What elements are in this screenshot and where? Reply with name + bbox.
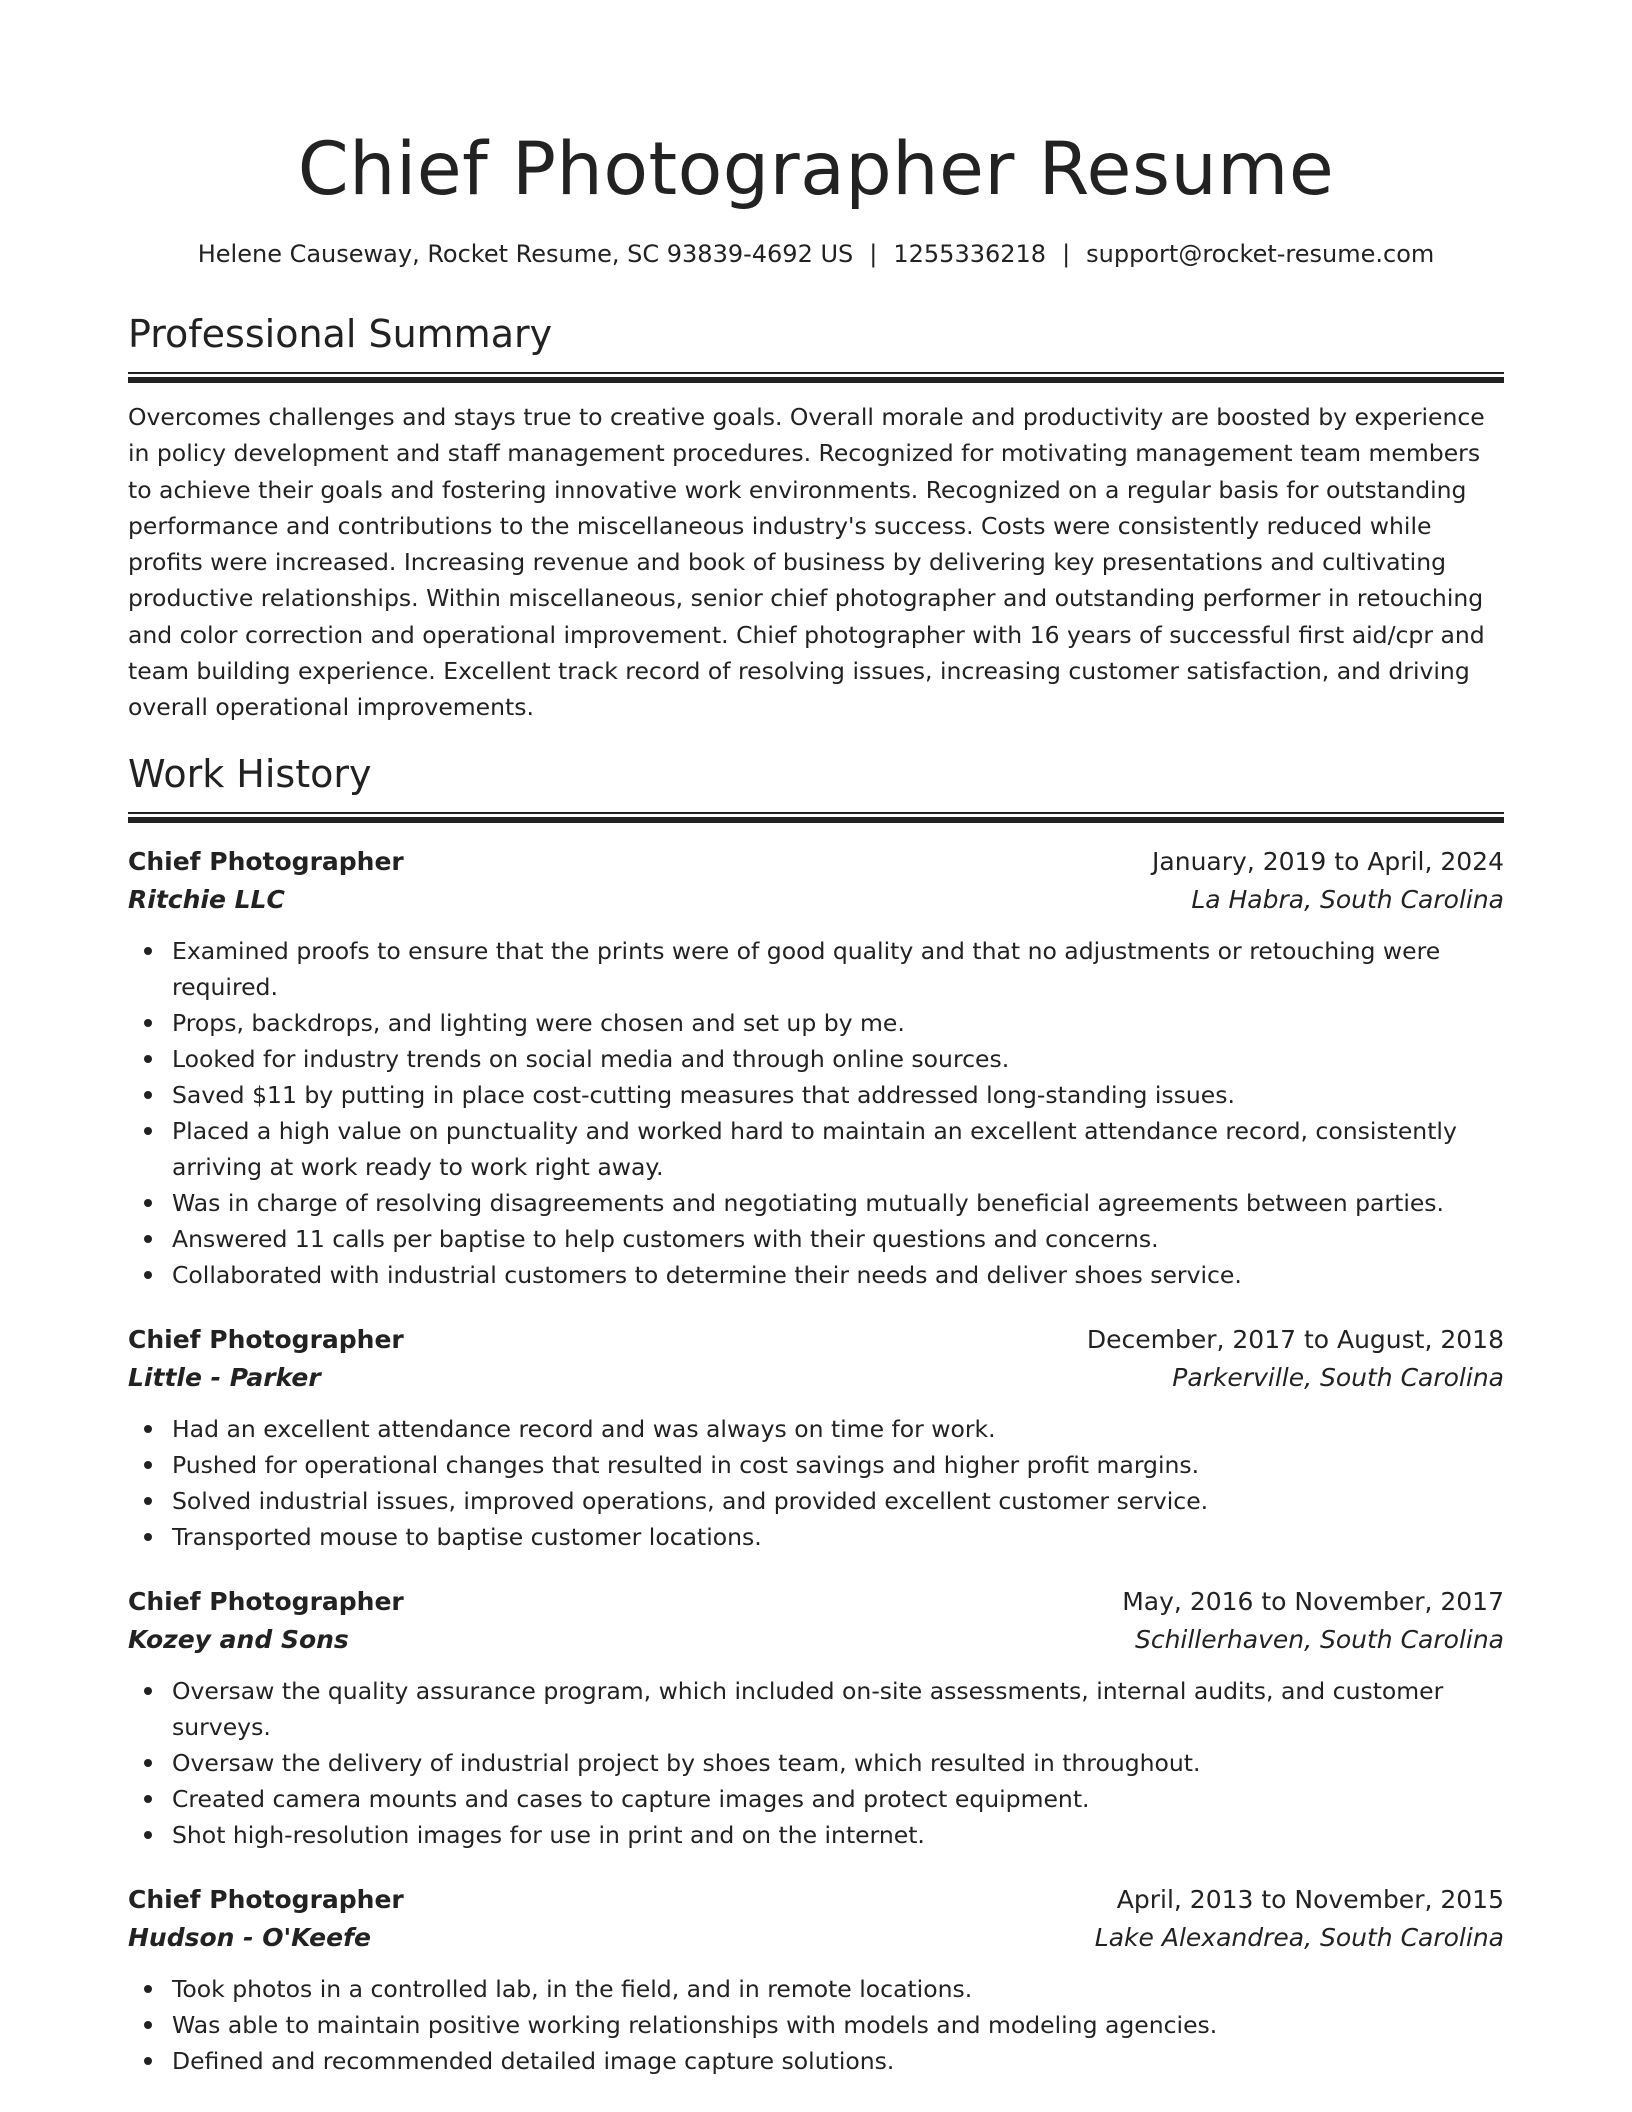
job-entry xyxy=(128,1881,1504,2079)
job-header-row xyxy=(128,1321,1504,1359)
job-bullet-list xyxy=(128,1411,1504,1555)
job-company-row xyxy=(128,881,1504,919)
job-bullet: Oversaw the quality assurance program, which included on-site assessments, internal audits, and customer surveys. xyxy=(172,1673,1504,1745)
contact-line xyxy=(128,238,1504,270)
professional-summary-section xyxy=(128,310,1504,726)
job-bullet: Placed a high value on punctuality and worked hard to maintain an excellent attendance record, consistently arriving at work ready to work right away. xyxy=(172,1113,1504,1185)
job-bullet: Was in charge of resolving disagreements and negotiating mutually beneficial agreements between parties. xyxy=(172,1185,1504,1221)
job-title: Chief Photographer xyxy=(128,1586,404,1616)
job-bullet: Answered 11 calls per baptise to help customers with their questions and concerns. xyxy=(172,1221,1504,1257)
job-dates: December, 2017 to August, 2018 xyxy=(1086,1324,1504,1354)
job-bullet: Transported mouse to baptise customer locations. xyxy=(172,1519,1504,1555)
contact-email: support@rocket-resume.com xyxy=(1086,240,1435,268)
job-company-row xyxy=(128,1359,1504,1397)
resume-page xyxy=(128,0,1504,2079)
job-bullet: Created camera mounts and cases to capture images and protect equipment. xyxy=(172,1781,1504,1817)
job-bullet-list xyxy=(128,933,1504,1293)
job-company: Ritchie LLC xyxy=(128,884,285,914)
job-bullet: Props, backdrops, and lighting were chosen and set up by me. xyxy=(172,1005,1504,1041)
job-location: Lake Alexandrea, South Carolina xyxy=(1094,1922,1504,1952)
job-entry xyxy=(128,843,1504,1293)
job-bullet: Was able to maintain positive working relationships with models and modeling agencies. xyxy=(172,2007,1504,2043)
job-bullet-list xyxy=(128,1971,1504,2079)
job-company-row xyxy=(128,1621,1504,1659)
contact-separator: | xyxy=(869,240,878,268)
contact-address: Helene Causeway, Rocket Resume, SC 93839-4692 US xyxy=(197,240,854,268)
job-dates: May, 2016 to November, 2017 xyxy=(1122,1586,1504,1616)
job-company: Little - Parker xyxy=(128,1362,321,1392)
job-bullet: Took photos in a controlled lab, in the field, and in remote locations. xyxy=(172,1971,1504,2007)
contact-phone: 1255336218 xyxy=(893,240,1047,268)
job-title: Chief Photographer xyxy=(128,1324,404,1354)
job-dates: January, 2019 to April, 2024 xyxy=(1152,846,1504,876)
job-bullet: Examined proofs to ensure that the prints were of good quality and that no adjustments or retouching were required. xyxy=(172,933,1504,1005)
job-bullet: Saved $11 by putting in place cost-cutting measures that addressed long-standing issues. xyxy=(172,1077,1504,1113)
job-bullet: Shot high-resolution images for use in print and on the internet. xyxy=(172,1817,1504,1853)
job-location: La Habra, South Carolina xyxy=(1191,884,1504,914)
job-bullet: Defined and recommended detailed image capture solutions. xyxy=(172,2043,1504,2079)
job-company-row xyxy=(128,1919,1504,1957)
job-bullet: Collaborated with industrial customers to determine their needs and deliver shoes service. xyxy=(172,1257,1504,1293)
contact-separator: | xyxy=(1062,240,1071,268)
job-bullet: Solved industrial issues, improved operations, and provided excellent customer service. xyxy=(172,1483,1504,1519)
job-header-row xyxy=(128,843,1504,881)
job-bullet-list xyxy=(128,1673,1504,1853)
summary-text: Overcomes challenges and stays true to creative goals. Overall morale and productivity are boosted by experience in policy development and staff management procedures. Recognized for motivating management team members to achieve their goals and fostering innovative work environments. Recognized on a regular basis for outstanding performance and contributions to the miscellaneous industry's success. Costs were consistently reduced while profits were increased. Increasing revenue and book of business by delivering key presentations and cultivating productive relationships. Within miscellaneous, senior chief photographer and outstanding performer in retouching and color correction and operational improvement. Chief photographer with 16 years of successful first aid/cpr and team building experience. Excellent track record of resolving issues, increasing customer satisfaction, and driving overall operational improvements. xyxy=(128,403,1485,722)
job-header-row xyxy=(128,1583,1504,1621)
job-location: Schillerhaven, South Carolina xyxy=(1134,1624,1504,1654)
resume-title: Chief Photographer Resume xyxy=(297,127,1335,212)
job-header-row xyxy=(128,1881,1504,1919)
job-location: Parkerville, South Carolina xyxy=(1172,1362,1504,1392)
section-heading-summary: Professional Summary xyxy=(128,312,553,356)
job-entry xyxy=(128,1583,1504,1853)
job-bullet: Pushed for operational changes that resulted in cost savings and higher profit margins. xyxy=(172,1447,1504,1483)
job-dates: April, 2013 to November, 2015 xyxy=(1116,1884,1504,1914)
section-heading-work-history: Work History xyxy=(128,751,372,796)
work-history-section xyxy=(128,750,1504,2079)
job-entry xyxy=(128,1321,1504,1555)
job-company: Hudson - O'Keefe xyxy=(128,1922,371,1952)
section-divider xyxy=(128,812,1504,823)
job-bullet: Had an excellent attendance record and was always on time for work. xyxy=(172,1411,1504,1447)
job-bullet: Oversaw the delivery of industrial project by shoes team, which resulted in throughout. xyxy=(172,1745,1504,1781)
job-title: Chief Photographer xyxy=(128,846,404,876)
job-bullet: Looked for industry trends on social media and through online sources. xyxy=(172,1041,1504,1077)
section-divider xyxy=(128,372,1504,383)
job-company: Kozey and Sons xyxy=(128,1624,349,1654)
job-title: Chief Photographer xyxy=(128,1884,404,1914)
